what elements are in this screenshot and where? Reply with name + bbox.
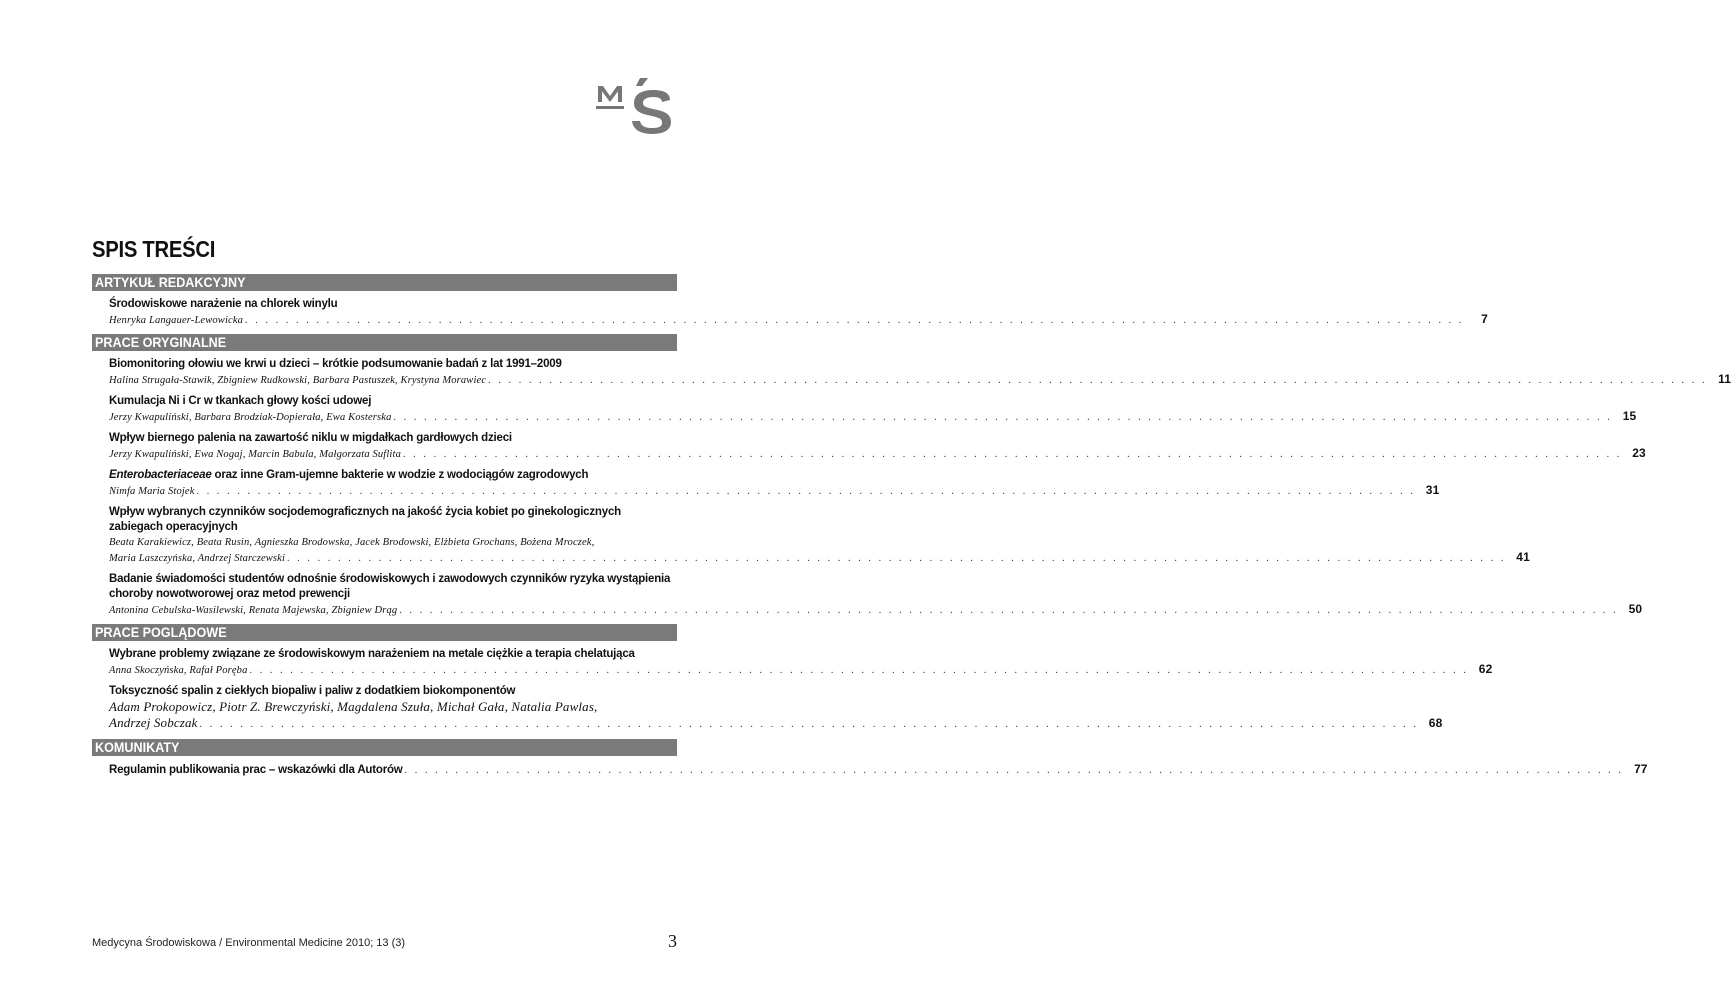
entry-title-text: Kumulacja Ni i Cr w tkankach głowy kości udowej xyxy=(109,395,372,407)
page-title: SPIS TREŚCI xyxy=(92,236,216,262)
entry-title-text: Toksyczność spalin z ciekłych biopaliw i paliw z dodatkiem biokomponentów xyxy=(109,685,516,697)
footer-page-number: 3 xyxy=(668,931,677,951)
entry-title-text: Wybrane problemy związane ze środowiskowym narażeniem na metale ciężkie a terapia chelatująca xyxy=(109,648,635,660)
dot-leader: . . . . . . . . . . . . . . . . . . . . . . . . . . . . . . . . . . . . . . . . . . . . . . . . . . . . . . . . . . . . . . . . . . . . . . . . . . . . . . . . . . . . . . . . . . . . . . . . . . . . . . . . . . . . . . . . . . . . . . . . xyxy=(287,553,1506,564)
entry-page-number: 11 xyxy=(1718,372,1731,386)
entry-title[interactable] xyxy=(109,297,677,312)
entry-authors: Anna Skoczyńska, Rafał Poręba xyxy=(109,665,248,676)
entry-title[interactable] xyxy=(109,357,677,372)
toc-entry[interactable] xyxy=(92,431,1646,462)
section-heading-label: KOMUNIKATY xyxy=(95,739,180,755)
table-of-contents xyxy=(92,274,1731,784)
entry-authors-row xyxy=(109,312,1488,328)
entry-title[interactable] xyxy=(109,505,677,535)
entry-authors: Maria Laszczyńska, Andrzej Starczewski xyxy=(109,553,286,564)
entry-authors: Jerzy Kwapuliński, Ewa Nogaj, Marcin Babula, Małgorzata Suflita xyxy=(109,449,401,460)
dot-leader: . . . . . . . . . . . . . . . . . . . . . . . . . . . . . . . . . . . . . . . . . . . . . . . . . . . . . . . . . . . . . . . . . . . . . . . . . . . . . . . . . . . . . . . . . . . . . . . . . . . . . . . . . . . . . . . . . . . . . . . . xyxy=(488,375,1708,386)
entry-page-number: 7 xyxy=(1481,312,1488,326)
entry-title-row[interactable] xyxy=(109,762,1648,778)
journal-logo xyxy=(596,78,676,134)
toc-entry[interactable] xyxy=(92,357,1731,388)
entry-title-text: Wpływ biernego palenia na zawartość niklu w migdałkach gardłowych dzieci xyxy=(109,432,512,444)
entry-page-number: 62 xyxy=(1478,662,1493,676)
entry-page-number: 77 xyxy=(1634,762,1648,776)
footer-journal: Medycyna Środowiskowa / Environmental Medicine 2010; 13 (3) xyxy=(92,937,406,949)
toc-entry[interactable] xyxy=(92,505,1530,566)
toc-entry[interactable] xyxy=(92,762,1648,778)
toc-entry[interactable] xyxy=(92,572,1643,618)
dot-leader: . . . . . . . . . . . . . . . . . . . . . . . . . . . . . . . . . . . . . . . . . . . . . . . . . . . . . . . . . . . . . . . . . . . . . . . . . . . . . . . . . . . . . . . . . . . . . . . . . . . . . . . . . . . . . . . . . . . . . . . . xyxy=(402,449,1622,460)
entry-authors-row xyxy=(109,662,1493,678)
entry-title[interactable] xyxy=(109,647,677,662)
entry-title-text: Wpływ wybranych czynników socjodemograficznych na jakość życia kobiet po ginekologicznych zabiegach operacyjnych xyxy=(109,506,621,533)
entry-title-italic: Enterobacteriaceae xyxy=(109,469,212,481)
dot-leader: . . . . . . . . . . . . . . . . . . . . . . . . . . . . . . . . . . . . . . . . . . . . . . . . . . . . . . . . . . . . . . . . . . . . . . . . . . . . . . . . . . . . . . . . . . . . . . . . . . . . . . . . . . . . . . . . . . . . . . . . xyxy=(399,605,1619,616)
entry-page-number: 68 xyxy=(1428,716,1443,730)
entry-title[interactable]: Regulamin publikowania prac – wskazówki dla Autorów xyxy=(109,764,403,776)
entry-authors: Jerzy Kwapuliński, Barbara Brodziak-Dopierała, Ewa Kosterska xyxy=(109,412,392,423)
entry-authors: Antonina Cebulska-Wasilewski, Renata Majewska, Zbigniew Drąg xyxy=(109,605,398,616)
entry-authors-line: Beata Karakiewicz, Beata Rusin, Agnieszka Brodowska, Jacek Brodowski, Elżbieta Grochans, Bożena Mroczek, xyxy=(109,537,595,548)
entry-authors: Andrzej Sobczak xyxy=(109,715,198,730)
entry-title[interactable] xyxy=(109,431,677,446)
entry-authors-line: Adam Prokopowicz, Piotr Z. Brewczyński, Magdalena Szuła, Michał Gała, Natalia Pawlas, xyxy=(109,699,598,714)
entry-authors-row xyxy=(109,372,1731,388)
dot-leader: . . . . . . . . . . . . . . . . . . . . . . . . . . . . . . . . . . . . . . . . . . . . . . . . . . . . . . . . . . . . . . . . . . . . . . . . . . . . . . . . . . . . . . . . . . . . . . . . . . . . . . . . . . . . . . . . . . . . . . . . xyxy=(249,665,1469,676)
entry-title-text: Badanie świadomości studentów odnośnie środowiskowych i zawodowych czynników ryzyka wystąpienia choroby nowotworowej oraz metod prewencji xyxy=(109,573,671,600)
section-heading xyxy=(92,624,677,641)
entry-authors-row xyxy=(109,409,1637,425)
entry-page-number: 50 xyxy=(1628,602,1643,616)
section-heading xyxy=(92,334,677,351)
toc-entry[interactable] xyxy=(92,297,1488,328)
dot-leader: . . . . . . . . . . . . . . . . . . . . . . . . . . . . . . . . . . . . . . . . . . . . . . . . . . . . . . . . . . . . . . . . . . . . . . . . . . . . . . . . . . . . . . . . . . . . . . . . . . . . . . . . . . . . . . . . . . . . . . . . xyxy=(199,719,1419,730)
entry-authors-row xyxy=(109,715,1443,733)
entry-title[interactable] xyxy=(109,684,677,699)
dot-leader: . . . . . . . . . . . . . . . . . . . . . . . . . . . . . . . . . . . . . . . . . . . . . . . . . . . . . . . . . . . . . . . . . . . . . . . . . . . . . . . . . . . . . . . . . . . . . . . . . . . . . . . . . . . . . . . . . . . . . . . . xyxy=(393,412,1613,423)
entry-title[interactable] xyxy=(109,572,677,602)
entry-title-text: Środowiskowe narażenie na chlorek winylu xyxy=(109,298,338,310)
section-heading xyxy=(92,739,677,756)
entry-authors-row xyxy=(109,483,1440,499)
section-heading-label: PRACE ORYGINALNE xyxy=(95,334,227,350)
entry-page-number: 41 xyxy=(1516,550,1530,564)
entry-authors-row xyxy=(109,446,1646,462)
entry-title-text: oraz inne Gram-ujemne bakterie w wodzie z wodociągów zagrodowych xyxy=(211,469,589,481)
entry-authors: Henryka Langauer-Lewowicka xyxy=(109,315,244,326)
entry-authors: Halina Strugała-Stawik, Zbigniew Rudkowski, Barbara Pastuszek, Krystyna Morawiec xyxy=(109,375,487,386)
toc-entry[interactable] xyxy=(92,684,1443,733)
entry-page-number: 31 xyxy=(1425,483,1440,497)
entry-authors-row xyxy=(109,550,1530,566)
toc-entry[interactable] xyxy=(92,394,1637,425)
section-heading xyxy=(92,274,677,291)
section-heading-label: ARTYKUŁ REDAKCYJNY xyxy=(95,274,246,290)
dot-leader: . . . . . . . . . . . . . . . . . . . . . . . . . . . . . . . . . . . . . . . . . . . . . . . . . . . . . . . . . . . . . . . . . . . . . . . . . . . . . . . . . . . . . . . . . . . . . . . . . . . . . . . . . . . . . . . . . . . . . . . . xyxy=(404,765,1624,776)
entry-page-number: 23 xyxy=(1632,446,1646,460)
section-heading-label: PRACE POGLĄDOWE xyxy=(95,624,227,640)
toc-entry[interactable] xyxy=(92,468,1440,499)
entry-authors-row xyxy=(109,602,1643,618)
entry-title-text: Biomonitoring ołowiu we krwi u dzieci – krótkie podsumowanie badań z lat 1991–2009 xyxy=(109,358,562,370)
entry-page-number: 15 xyxy=(1622,409,1637,423)
dot-leader: . . . . . . . . . . . . . . . . . . . . . . . . . . . . . . . . . . . . . . . . . . . . . . . . . . . . . . . . . . . . . . . . . . . . . . . . . . . . . . . . . . . . . . . . . . . . . . . . . . . . . . . . . . . . . . . . . . . . . . . . xyxy=(245,315,1464,326)
entry-title[interactable] xyxy=(109,468,677,483)
toc-entry[interactable] xyxy=(92,647,1493,678)
entry-authors: Nimfa Maria Stojek xyxy=(109,486,195,497)
dot-leader: . . . . . . . . . . . . . . . . . . . . . . . . . . . . . . . . . . . . . . . . . . . . . . . . . . . . . . . . . . . . . . . . . . . . . . . . . . . . . . . . . . . . . . . . . . . . . . . . . . . . . . . . . . . . . . . . . . . . . . . . xyxy=(196,486,1416,497)
entry-title[interactable] xyxy=(109,394,677,409)
